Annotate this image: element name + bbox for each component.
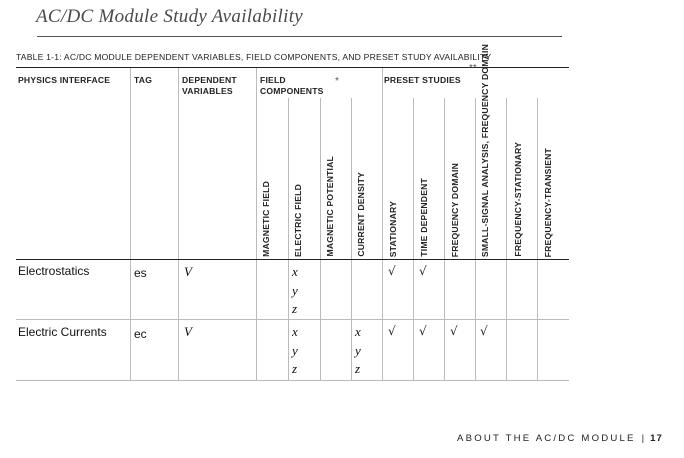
col-rule xyxy=(351,98,352,380)
row-dependent-variable: V xyxy=(184,264,192,279)
current-density-y: y xyxy=(355,343,361,358)
col-rule xyxy=(320,98,321,380)
col-rule xyxy=(475,98,476,380)
col-rule xyxy=(178,68,179,380)
check-frequency-domain: √ xyxy=(450,324,458,338)
header-preset-studies: PRESET STUDIES xyxy=(384,75,461,85)
header-bottom-rule xyxy=(16,259,569,260)
running-head: ABOUT THE AC/DC MODULE xyxy=(457,433,636,444)
col-rule xyxy=(256,68,257,380)
current-density-z: z xyxy=(355,361,361,376)
electric-field-y: y xyxy=(292,343,298,358)
footnote-mark-field: * xyxy=(335,76,339,87)
header-physics-interface: PHYSICS INTERFACE xyxy=(18,75,111,85)
col-rule xyxy=(506,98,507,380)
check-time-dependent: √ xyxy=(419,264,427,278)
check-small-signal-analysis: √ xyxy=(480,324,488,338)
electric-field-x: x xyxy=(292,324,298,339)
check-stationary: √ xyxy=(388,264,396,278)
table-caption: TABLE 1-1: AC/DC MODULE DEPENDENT VARIABLES, FIELD COMPONENTS, AND PRESET STUDY AVAILABILITY xyxy=(16,52,492,62)
page-title: AC/DC Module Study Availability xyxy=(36,6,304,27)
header-dependent-variables: DEPENDENT VARIABLES xyxy=(182,75,237,96)
page-number: 17 xyxy=(650,433,663,444)
col-frequency-domain: FREQUENCY DOMAIN xyxy=(450,162,460,257)
row-dependent-variable: V xyxy=(184,324,192,339)
footer-separator: | xyxy=(641,433,645,444)
footnote-mark-preset: ** xyxy=(469,63,477,74)
check-time-dependent: √ xyxy=(419,324,427,338)
header-field-components: FIELD COMPONENTS xyxy=(260,75,324,96)
col-rule xyxy=(382,68,383,380)
row-separator xyxy=(16,319,569,320)
col-frequency-stationary: FREQUENCY-STATIONARY xyxy=(513,142,523,257)
current-density-x: x xyxy=(355,324,361,339)
col-rule xyxy=(130,68,131,380)
row-interface-name: Electric Currents xyxy=(18,325,107,339)
check-stationary: √ xyxy=(388,324,396,338)
page-footer xyxy=(457,433,663,444)
title-rule xyxy=(37,36,562,37)
col-magnetic-field: MAGNETIC FIELD xyxy=(261,181,271,257)
col-time-dependent: TIME DEPENDENT xyxy=(419,178,429,257)
electric-field-x: x xyxy=(292,264,298,279)
col-magnetic-potential: MAGNETIC POTENTIAL xyxy=(325,156,335,257)
electric-field-z: z xyxy=(292,361,298,376)
col-small-signal-analysis: SMALL-SIGNAL ANALYSIS, FREQUENCY DOMAIN xyxy=(480,43,490,257)
row-tag: ec xyxy=(134,327,147,341)
col-current-density: CURRENT DENSITY xyxy=(356,172,366,257)
col-rule xyxy=(288,98,289,380)
row-interface-name: Electrostatics xyxy=(18,264,90,278)
electric-field-y: y xyxy=(292,283,298,298)
row-tag: es xyxy=(134,266,147,280)
col-rule xyxy=(537,98,538,380)
electric-field-z: z xyxy=(292,301,298,316)
col-stationary: STATIONARY xyxy=(388,200,398,257)
col-rule xyxy=(413,98,414,380)
col-electric-field: ELECTRIC FIELD xyxy=(293,184,303,257)
header-tag: TAG xyxy=(134,75,153,85)
col-rule xyxy=(444,98,445,380)
col-frequency-transient: FREQUENCY-TRANSIENT xyxy=(543,147,553,257)
table-bottom-rule xyxy=(16,380,569,381)
